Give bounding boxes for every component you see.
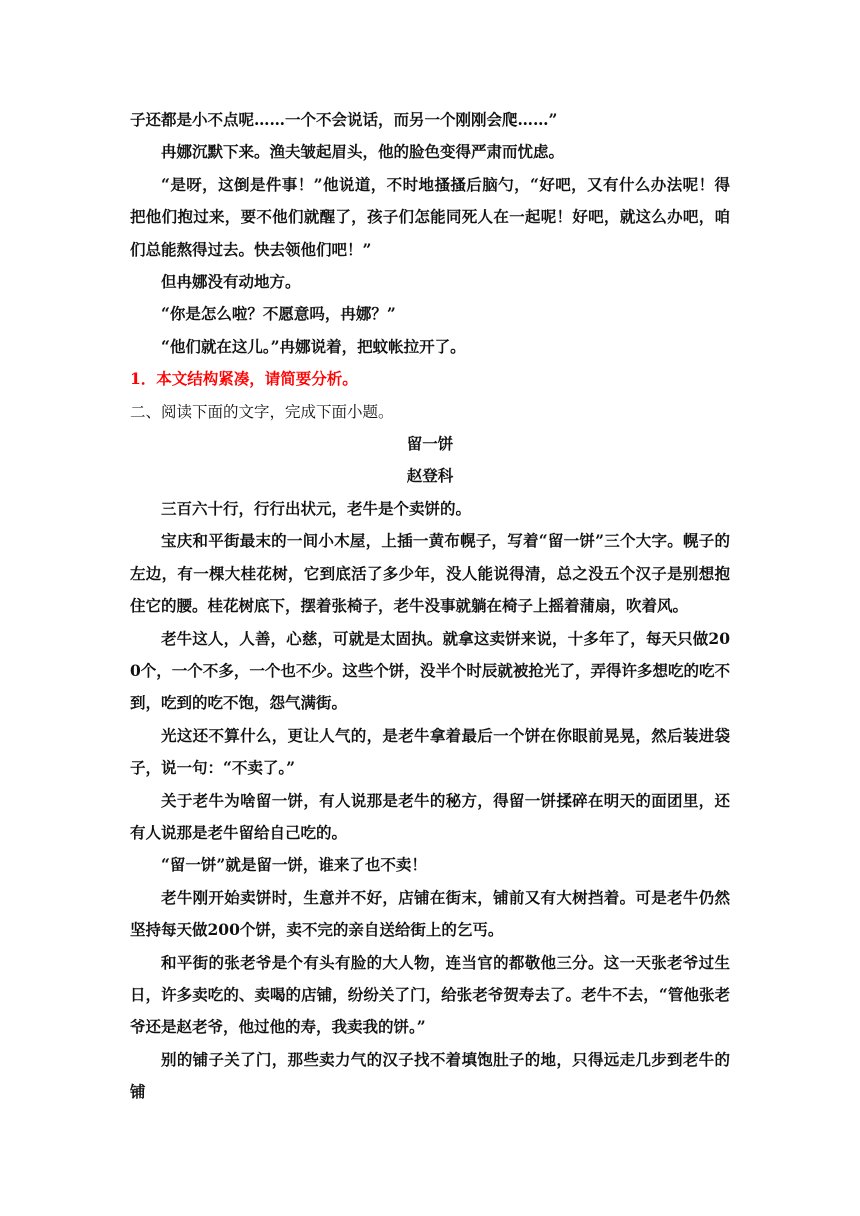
excerpt-paragraph: 但冉娜没有动地方。 (161, 272, 301, 292)
story-title: 留一饼 (406, 434, 454, 454)
excerpt-paragraph: 冉娜沉默下来。渔夫皱起眉头，他的脸色变得严肃而忧虑。 (161, 142, 565, 162)
story-paragraph: 老牛这人，人善，心慈，可就是太固执。就拿这卖饼来说，十多年了，每天只做200个，一个不多，一个也不少。这些个饼，没半个时辰就被抢光了，弄得许多想吃的吃不到，吃到的吃不饱，怨气满街。 (130, 628, 730, 713)
story-author: 赵登科 (406, 466, 454, 486)
excerpt-paragraph: 子还都是小不点呢……一个不会说话，而另一个刚刚会爬……” (130, 110, 558, 129)
document-page (130, 104, 730, 1109)
excerpt-paragraph: “你是怎么啦？不愿意吗，冉娜？” (161, 304, 396, 324)
story-paragraph: 老牛刚开始卖饼时，生意并不好，店铺在街末，铺前又有大树挡着。可是老牛仍然坚持每天做200个饼，卖不完的亲自送给街上的乞丐。 (130, 887, 730, 940)
story-paragraph: “留一饼”就是留一饼，谁来了也不卖！ (161, 855, 427, 875)
section-2-heading: 二、阅读下面的文字，完成下面小题。 (130, 402, 394, 421)
story-paragraph: 三百六十行，行行出状元，老牛是个卖饼的。 (161, 498, 472, 518)
story-paragraph: 和平街的张老爷是个有头有脸的大人物，连当官的都敬他三分。这一天张老爷过生日，许多卖吃的、卖喝的店铺，纷纷关了门，给张老爷贺寿去了。老牛不去，“管他张老爷还是赵老爷，他过他的寿，我卖我的饼。” (130, 952, 730, 1037)
story-paragraph: 光这还不算什么，更让人气的，是老牛拿着最后一个饼在你眼前晃晃，然后装进袋子，说一句：“不卖了。” (130, 725, 730, 778)
story-paragraph: 别的铺子关了门，那些卖力气的汉子找不着填饱肚子的地，只得远走几步到老牛的铺 (130, 1049, 730, 1102)
excerpt-paragraph: “他们就在这儿。”冉娜说着，把蚊帐拉开了。 (161, 336, 466, 356)
excerpt-paragraph: “是呀，这倒是件事！”他说道，不时地搔搔后脑勺，“好吧，又有什么办法呢！得把他们抱过来，要不他们就醒了，孩子们怎能同死人在一起呢！好吧，就这么办吧，咱们总能熬得过去。快去领他们吧！” (130, 174, 730, 259)
question-1: 1．本文结构紧凑，请简要分析。 (130, 369, 358, 389)
story-paragraph: 宝庆和平街最末的一间小木屋，上插一黄布幌子，写着“留一饼”三个大字。幌子的左边，有一棵大桂花树，它到底活了多少年，没人能说得清，总之没五个汉子是别想抱住它的腰。桂花树底下，摆着张椅子，老牛没事就躺在椅子上摇着蒲扇，吹着风。 (130, 531, 730, 616)
story-paragraph: 关于老牛为啥留一饼，有人说那是老牛的秘方，得留一饼揉碎在明天的面团里，还有人说那是老牛留给自己吃的。 (130, 790, 730, 842)
